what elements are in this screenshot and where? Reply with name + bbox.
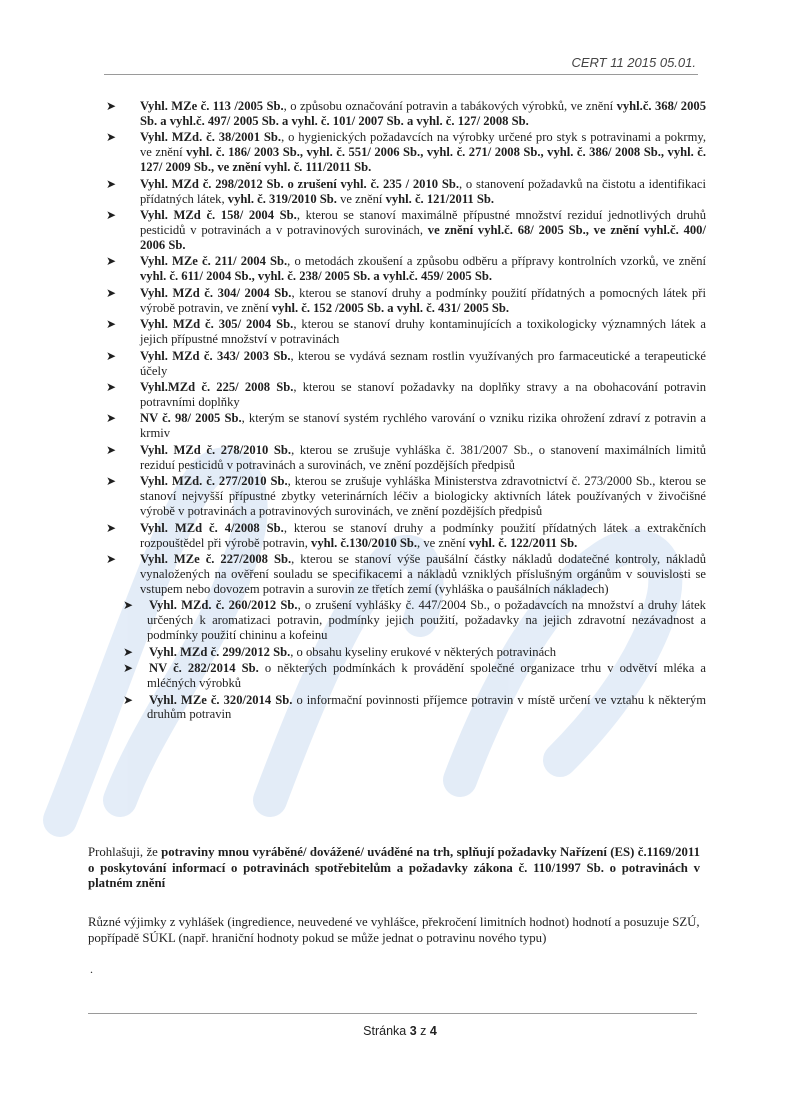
regulation-citation: vyhl. č. 122/2011 Sb. [468,535,578,550]
regulation-citation: Vyhl. MZe č. 113 /2005 Sb. [140,99,284,113]
regulation-list [106,99,706,724]
regulation-item [111,661,706,691]
regulation-text-block [140,411,706,440]
arrow-bullet-icon: ➤ [106,520,117,535]
regulation-text-block [140,552,706,596]
arrow-bullet-icon: ➤ [106,442,117,457]
arrow-bullet-icon: ➤ [106,208,117,223]
regulation-item [106,208,706,253]
regulation-citation: Vyhl. MZe č. 320/2014 Sb. [149,692,293,707]
regulation-text: , kterou se zrušuje vyhláška Ministerstva zdravotnictví č. 273/2000 Sb., kterou se stanoví nejvyšší přípustné zbytky veterinárních léčiv a biologicky aktivních látek používaných v živočišné výrobě v potravinách a potravinových surovinách, ve znění pozdějších předpisů [140,474,706,519]
regulation-citation: Vyhl.MZd č. 225/ 2008 Sb. [140,380,294,395]
regulation-citation: Vyhl. MZd č. 299/2012 Sb. [149,644,291,659]
regulation-text-block [140,99,706,128]
regulation-text: , kterou se stanoví požadavky na doplňky stravy a na obohacování potravin potravními doplňky [140,380,706,409]
regulation-text: , kterou se vydává seznam rostlin využívaných pro farmaceutické a terapeutické účely [140,348,706,378]
regulation-text-block [140,349,706,378]
regulation-item [106,317,706,347]
regulation-text: , o zrušení vyhlášky č. 447/2004 Sb., o požadavcích na množství a druhy látek určených k aromatizaci potravin, podmínky jejich použití, požadavky na jejich zdravotní nezávadnost a podmínky použití chininu a kofeinu [147,598,706,643]
arrow-bullet-icon: ➤ [106,411,117,426]
footer-divider [88,1013,697,1014]
regulation-item [106,130,706,175]
regulation-item [106,254,706,284]
regulation-item [111,598,706,643]
arrow-bullet-icon: ➤ [106,474,117,489]
declaration-paragraph [88,845,700,892]
regulation-citation: vyhl. č. 319/2010 Sb. [227,191,337,206]
regulation-text: , o stanovení požadavků na čistotu a identifikaci přídatných látek, [140,176,706,206]
arrow-bullet-icon: ➤ [123,692,134,707]
regulation-text: o některých podmínkách k provádění společné organizace trhu v odvětví mléka a mléčných výrobků [147,661,706,691]
regulation-citation: NV č. 282/2014 Sb. [149,661,259,676]
regulation-text: , kterou se stanoví druhy kontaminujících a toxikologicky významných látek a jejich přípustné množství v potravinách [140,317,706,347]
arrow-bullet-icon: ➤ [106,130,117,145]
regulation-text: , ve znění [417,535,469,550]
regulation-text-block [140,443,706,472]
regulation-citation: Vyhl. MZe č. 211/ 2004 Sb. [140,254,288,269]
regulation-citation: Vyhl. MZd č. 278/2010 Sb. [140,442,292,457]
regulation-item [106,443,706,473]
regulation-citation: Vyhl. MZd. č. 260/2012 Sb. [149,598,298,613]
regulation-citation: Vyhl. MZd. č. 38/2001 Sb. [140,130,282,145]
regulation-citation: vyhl. č. 611/ 2004 Sb., vyhl. č. 238/ 2005 Sb. a vyhl.č. 459/ 2005 Sb. [140,269,492,284]
arrow-bullet-icon: ➤ [106,552,117,566]
regulation-item [106,474,706,519]
page-total: 4 [429,1024,437,1038]
regulation-citation: Vyhl. MZd č. 4/2008 Sb. [140,520,284,535]
page-sep: z [420,1024,427,1038]
arrow-bullet-icon: ➤ [106,285,117,300]
regulation-text: , o hygienických požadavcích na výrobky určené pro styk s potravinami a pokrmy, ve znění [140,130,706,160]
regulation-citation: Vyhl. MZd č. 305/ 2004 Sb. [140,317,294,332]
regulation-text-block [149,645,556,659]
regulation-item [106,349,706,379]
regulation-citation: Vyhl. MZd č. 298/2012 Sb. o zrušení vyhl. č. 235 / 2010 Sb. [140,176,459,191]
regulation-text: ve znění [336,191,386,206]
regulation-text: , kterou se stanoví druhy a podmínky použití přídatných a pomocných látek při výrobě potravin, ve znění [140,285,706,315]
regulation-item [106,380,706,410]
page-footer [0,1024,800,1038]
regulation-text-block [140,208,706,252]
declaration-text: Prohlašuji, že [88,845,162,859]
regulation-text-block [147,598,706,642]
arrow-bullet-icon: ➤ [123,644,134,659]
regulation-item [106,521,706,551]
arrow-bullet-icon: ➤ [106,176,117,191]
regulation-item [111,645,706,660]
regulation-text: , kterou se stanoví maximálně přípustné množství reziduí jednotlivých druhů pesticidů v potravinách a v potravinových surovinách, [140,208,706,238]
regulation-citation: vyhl. č. 152 /2005 Sb. a vyhl. č. 431/ 2005 Sb. [271,300,510,315]
arrow-bullet-icon: ➤ [106,317,117,332]
header-divider [104,74,698,75]
regulation-text: , kterou se stanoví výše paušální částky nákladů dodatečné kontroly, nákladů vynaložených na ověření souladu se specifikacemi a nákladů vzniklých příslušným orgánům v souvislosti se vstupem nebo dovozem potravin a surovin ze třetích zemí (vyhláška o paušálních nákladech) [140,552,706,596]
arrow-bullet-icon: ➤ [106,348,117,363]
exceptions-note: Různé výjimky z vyhlášek (ingredience, neuvedené ve vyhlášce, překročení limitních hodnot) hodnotí a posuzuje SZÚ, popřípadě SÚKL (např. hraniční hodnoty pokud se může jednat o potravinu nového typu) [88,915,700,945]
regulation-item [106,411,706,441]
regulation-citation: vyhl. č. 186/ 2003 Sb., vyhl. č. 551/ 2006 Sb., vyhl. č. 271/ 2008 Sb., vyhl. č. 386/ 2008 Sb., vyhl. č. 127/ 2009 Sb., ve znění vyhl. č. 111/2011 Sb. [140,145,706,175]
regulation-text-block [140,474,706,518]
regulation-text: o informační povinnosti příjemce potravin v místě určení ve vztahu k některým druhům potravin [147,692,706,722]
regulation-text-block [140,177,706,206]
regulation-text: , kterou se zrušuje vyhláška č. 381/2007 Sb., o stanovení maximálních limitů reziduí pesticidů v potravinách a surovinách, ve znění pozdějších předpisů [140,442,706,472]
regulation-item [106,286,706,316]
regulation-citation: ve znění vyhl.č. 68/ 2005 Sb., ve znění vyhl.č. 400/ 2006 Sb. [140,223,706,252]
regulation-item [106,99,706,129]
regulation-citation: NV č. 98/ 2005 Sb. [140,411,242,426]
regulation-text-block [147,661,706,690]
arrow-bullet-icon: ➤ [106,254,117,269]
regulation-item [106,177,706,207]
document-code: CERT 11 2015 05.01. [571,55,696,70]
regulation-text: , o obsahu kyseliny erukové v některých potravinách [290,644,557,659]
arrow-bullet-icon: ➤ [123,598,134,613]
regulation-text-block [140,380,706,409]
declaration-emphasis: potraviny mnou vyráběné/ dovážené/ uváděné na trh, splňují požadavky Nařízení (ES) č.1169/2011 o poskytování informací o potravinách spotřebitelům a požadavky zákona č. 110/1997 Sb. o potravinách v platném znění [88,845,700,891]
regulation-text: , kterým se stanoví systém rychlého varování o vzniku rizika ohrožení zdraví z potravin a krmiv [140,411,706,441]
regulation-text: , o metodách zkoušení a způsobu odběru a přípravy kontrolních vzorků, ve znění [287,254,706,269]
regulation-citation: Vyhl. MZe č. 227/2008 Sb. [140,552,292,566]
regulation-text-block [140,130,706,174]
arrow-bullet-icon: ➤ [106,99,117,113]
arrow-bullet-icon: ➤ [106,380,117,395]
regulation-citation: vyhl. č.130/2010 Sb. [311,535,418,550]
regulation-citation: Vyhl. MZd č. 158/ 2004 Sb. [140,208,297,223]
page-word: Stránka [363,1024,407,1038]
regulation-text-block [140,254,706,283]
arrow-bullet-icon: ➤ [123,661,134,676]
regulation-item [106,552,706,597]
regulation-text-block [147,693,706,722]
regulation-text: , kterou se stanoví druhy a podmínky použití přídatných látek a extrakčních rozpouštědel při výrobě potravin, [140,520,706,550]
regulation-citation: Vyhl. MZd č. 343/ 2003 Sb. [140,348,291,363]
regulation-citation: vyhl. č. 121/2011 Sb. [385,191,495,206]
regulation-citation: vyhl.č. 368/ 2005 Sb. a vyhl.č. 497/ 2005 Sb. a vyhl. č. 101/ 2007 Sb. a vyhl. č. 127/ 2008 Sb. [140,99,706,128]
regulation-text-block [140,521,706,550]
regulation-text-block [140,286,706,315]
page-current: 3 [409,1024,417,1038]
regulation-item [111,693,706,723]
regulation-text-block [140,317,706,346]
regulation-citation: Vyhl. MZd. č. 277/2010 Sb. [140,474,288,489]
regulation-citation: Vyhl. MZd č. 304/ 2004 Sb. [140,285,292,300]
regulation-text: , o způsobu označování potravin a tabákových výrobků, ve znění [283,99,617,113]
trailing-dot: . [90,962,93,976]
